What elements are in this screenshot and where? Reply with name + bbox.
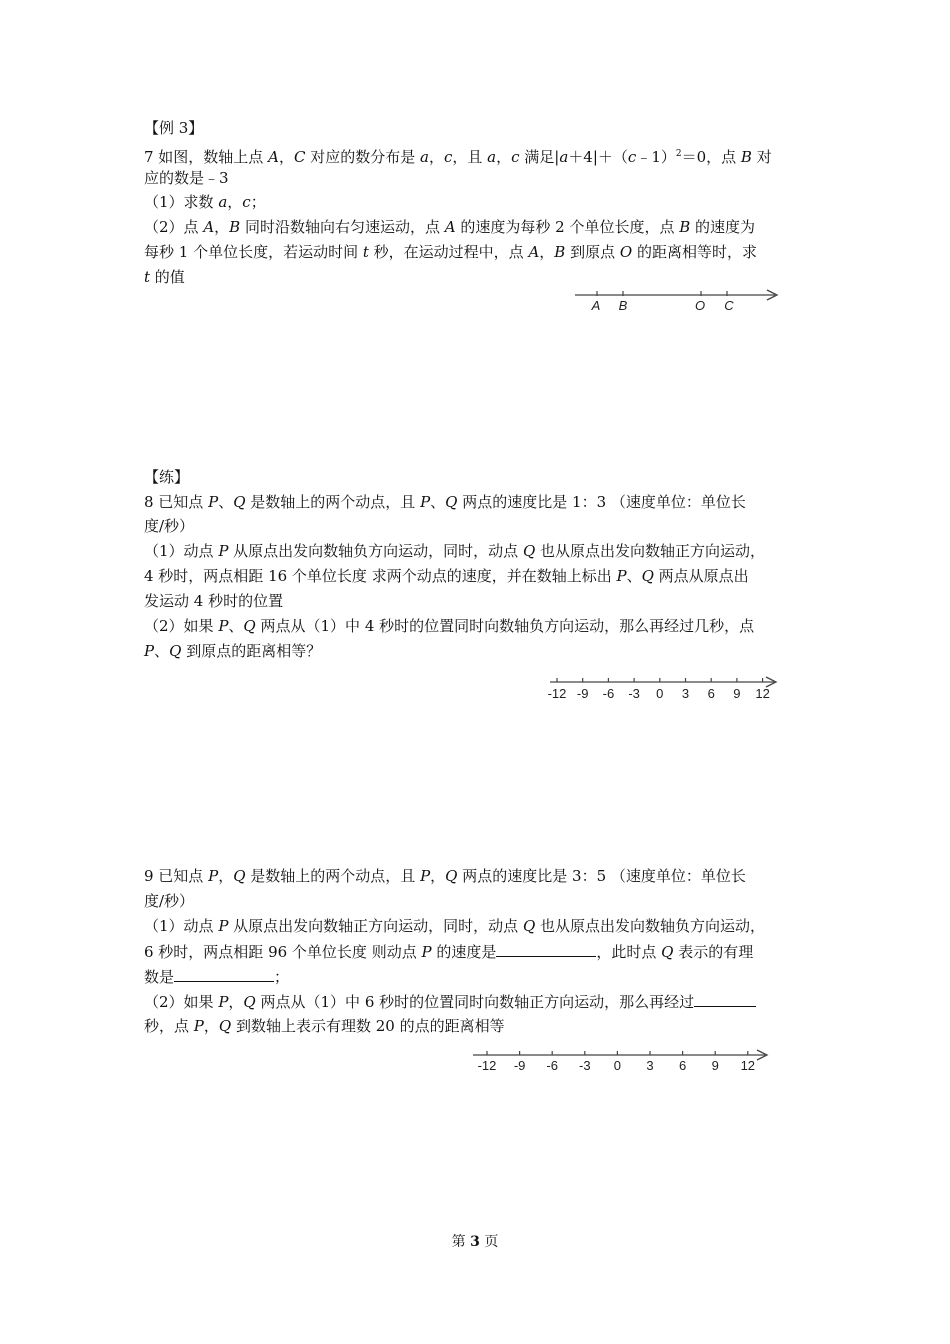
practice-8-line-6: （2）如果 P、Q 两点从（1）中 4 秒时的位置同时向数轴负方向运动，那么再经过几秒，点 xyxy=(144,617,755,635)
example-3-line-6: t 的值 xyxy=(144,268,185,286)
practice-8-axis-tick-label: -12 xyxy=(547,686,567,701)
example-3-heading: 【例 3】 xyxy=(144,119,204,137)
practice-8-axis-tick-label: 3 xyxy=(681,686,690,701)
number-line-abco xyxy=(570,284,785,316)
practice-8-axis-tick-label: 12 xyxy=(755,686,770,701)
number-line-question-9 xyxy=(465,1043,775,1077)
question-9-axis-tick-label: 9 xyxy=(711,1058,719,1073)
number-line-practice-8 xyxy=(540,670,785,704)
example-3-line-4: （2）点 A，B 同时沿数轴向右匀速运动，点 A 的速度为每秒 2 个单位长度，点 B 的速度为 xyxy=(144,218,756,236)
question-9-axis-tick-label: 3 xyxy=(646,1058,654,1073)
example-3-line-2: 应的数是﹣3 xyxy=(144,169,229,187)
practice-8-axis-tick-label: 6 xyxy=(707,686,715,701)
practice-8-line-3: （1）动点 P 从原点出发向数轴负方向运动，同时，动点 Q 也从原点出发向数轴正方向运动， xyxy=(144,542,766,560)
practice-8-axis-tick-label: 0 xyxy=(656,686,664,701)
practice-8-line-5: 发运动 4 秒时的位置 xyxy=(144,592,284,610)
question-9-line-6: （2）如果 P，Q 两点从（1）中 6 秒时的位置同时向数轴正方向运动，那么再经过 xyxy=(144,990,756,1013)
question-9-axis-tick-label: -3 xyxy=(579,1058,591,1073)
practice-heading: 【练】 xyxy=(144,468,190,486)
answer-blank-seconds[interactable] xyxy=(694,990,756,1007)
axis-label-c: C xyxy=(724,298,734,313)
practice-8-axis-tick-label: -3 xyxy=(628,686,640,701)
question-9-line-3: （1）动点 P 从原点出发向数轴正方向运动，同时，动点 Q 也从原点出发向数轴负方向运动， xyxy=(144,917,766,935)
practice-8-axis-tick-label: 9 xyxy=(733,686,741,701)
example-3-line-5: 每秒 1 个单位长度，若运动时间 t 秒，在运动过程中，点 A，B 到原点 O 的距离相等时，求 xyxy=(144,243,757,261)
practice-8-line-4: 4 秒时，两点相距 16 个单位长度 求两个动点的速度，并在数轴上标出 P、Q 两点从原点出 xyxy=(144,567,749,585)
axis-label-o: O xyxy=(694,298,706,313)
practice-8-axis-tick-label: -6 xyxy=(602,686,615,701)
example-3-line-3: （1）求数 a，c； xyxy=(144,193,266,211)
question-9-line-5: 数是 ； xyxy=(144,965,289,988)
question-9-line-2: 度/秒） xyxy=(144,892,195,910)
question-9-line-7: 秒，点 P，Q 到数轴上表示有理数 20 的点的距离相等 xyxy=(144,1017,505,1035)
question-9-line-1: 9 已知点 P，Q 是数轴上的两个动点，且 P，Q 两点的速度比是 3：5 （速度单位：单位长 xyxy=(144,867,746,885)
question-9-axis-tick-label: -12 xyxy=(477,1058,497,1073)
example-3-line-1: 7 如图，数轴上点 A，C 对应的数分布是 a，c，且 a，c 满足|a＋4|＋（c﹣1）$^2$＝0，点 B 对 xyxy=(144,148,772,166)
question-9-line-4: 6 秒时，两点相距 96 个单位长度 则动点 P 的速度是 ，此时点 Q 表示的有理 xyxy=(144,940,753,963)
axis-label-b: B xyxy=(618,298,628,313)
practice-8-line-2: 度/秒） xyxy=(144,517,195,535)
answer-blank-speed[interactable] xyxy=(496,940,596,957)
question-9-axis-tick-label: -6 xyxy=(546,1058,558,1073)
axis-label-a: A xyxy=(591,298,601,313)
practice-8-axis-tick-label: -9 xyxy=(576,686,589,701)
practice-8-line-7: P、Q 到原点的距离相等？ xyxy=(144,642,322,660)
answer-blank-position[interactable] xyxy=(174,965,274,982)
question-9-axis-tick-label: 0 xyxy=(613,1058,622,1073)
question-9-axis-tick-label: 6 xyxy=(678,1058,687,1073)
question-9-axis-tick-label: 12 xyxy=(740,1058,756,1073)
practice-8-line-1: 8 已知点 P、Q 是数轴上的两个动点，且 P、Q 两点的速度比是 1：3 （速度单位：单位长 xyxy=(144,493,746,511)
question-9-axis-tick-label: -9 xyxy=(513,1058,526,1073)
page-footer: 第 3 页 xyxy=(451,1234,499,1250)
